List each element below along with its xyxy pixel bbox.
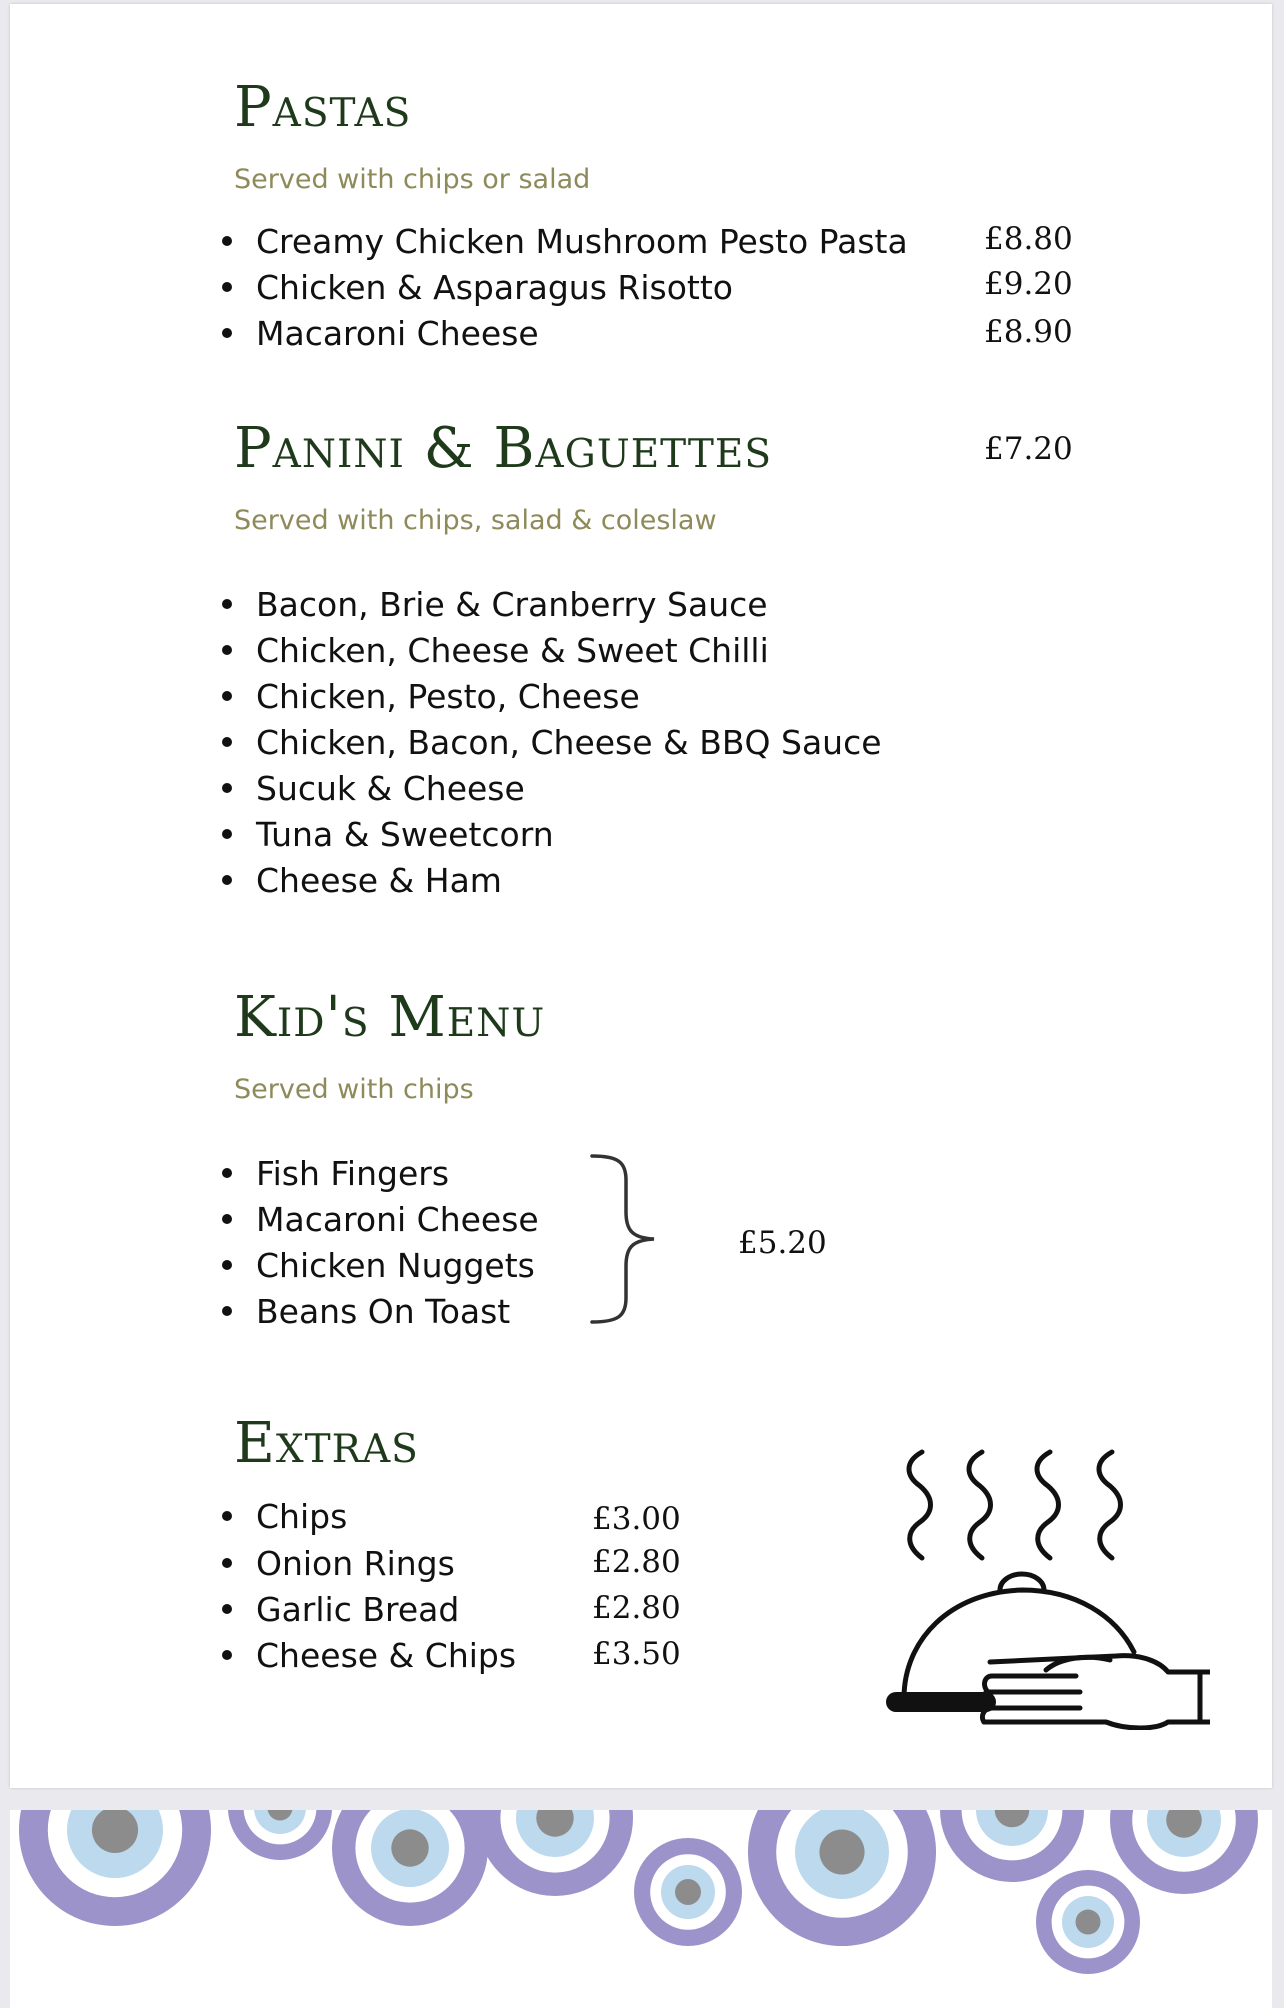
bullet-icon (222, 1604, 232, 1614)
menu-item (222, 1154, 450, 1193)
menu-item (222, 1544, 455, 1583)
item-name: Onion Rings (256, 1544, 455, 1583)
menu-item (222, 222, 908, 261)
bullet-icon (222, 282, 232, 292)
bullet-icon (222, 829, 232, 839)
bullet-icon (222, 1558, 232, 1568)
item-name: Cheese & Ham (256, 861, 502, 900)
section-price-panini: £7.20 (984, 431, 1073, 467)
item-price: £8.80 (984, 221, 1073, 257)
item-name: Sucuk & Cheese (256, 769, 525, 808)
evil-eye-ring (675, 1879, 701, 1905)
section-subtitle-kids: Served with chips (234, 1074, 474, 1105)
menu-item (222, 1590, 460, 1629)
menu-item (222, 723, 882, 762)
bullet-icon (222, 1650, 232, 1660)
menu-item (222, 585, 768, 624)
evil-eye-ring (1076, 1910, 1101, 1935)
item-name: Macaroni Cheese (256, 314, 539, 353)
section-title-panini: Panini & Baguettes (234, 416, 773, 481)
bullet-icon (222, 1168, 232, 1178)
bullet-icon (222, 1511, 232, 1521)
section-title-kids: Kid's Menu (234, 985, 546, 1050)
menu-item (222, 631, 769, 670)
serving-cloche-icon (880, 1440, 1210, 1730)
item-name: Beans On Toast (256, 1292, 511, 1331)
menu-item (222, 861, 502, 900)
section-title-pastas: Pastas (234, 75, 412, 140)
item-name: Creamy Chicken Mushroom Pesto Pasta (256, 222, 908, 261)
bullet-icon (222, 328, 232, 338)
menu-item (222, 769, 525, 808)
item-name: Fish Fingers (256, 1154, 450, 1193)
bullet-icon (222, 645, 232, 655)
item-name: Tuna & Sweetcorn (256, 815, 554, 854)
section-subtitle-pastas: Served with chips or salad (234, 164, 591, 195)
menu-item (222, 314, 539, 353)
menu-item (222, 1292, 511, 1331)
item-name: Cheese & Chips (256, 1636, 517, 1675)
menu-item (222, 268, 733, 307)
menu-item (222, 1246, 535, 1285)
bullet-icon (222, 236, 232, 246)
menu-item (222, 1200, 539, 1239)
item-price: £3.50 (592, 1636, 681, 1672)
bullet-icon (222, 875, 232, 885)
item-name: Chicken, Cheese & Sweet Chilli (256, 631, 769, 670)
bullet-icon (222, 1214, 232, 1224)
item-price: £3.00 (592, 1501, 681, 1537)
menu-item (222, 1497, 348, 1536)
evil-eye-pattern (10, 1810, 1272, 2008)
bullet-icon (222, 599, 232, 609)
item-name: Chicken, Pesto, Cheese (256, 677, 640, 716)
evil-eye-ring (391, 1829, 428, 1866)
bullet-icon (222, 737, 232, 747)
item-price: £2.80 (592, 1544, 681, 1580)
evil-eye-pattern-graphic (10, 1810, 1272, 2008)
menu-item (222, 1636, 517, 1675)
item-name: Macaroni Cheese (256, 1200, 539, 1239)
item-name: Chicken, Bacon, Cheese & BBQ Sauce (256, 723, 882, 762)
menu-item (222, 815, 554, 854)
bullet-icon (222, 691, 232, 701)
menu-item (222, 677, 640, 716)
item-price: £8.90 (984, 314, 1073, 350)
item-price: £9.20 (984, 266, 1073, 302)
item-name: Chicken & Asparagus Risotto (256, 268, 733, 307)
section-subtitle-panini: Served with chips, salad & coleslaw (234, 505, 717, 536)
item-name: Chicken Nuggets (256, 1246, 535, 1285)
bullet-icon (222, 1306, 232, 1316)
curly-brace-icon (588, 1152, 658, 1326)
bullet-icon (222, 1260, 232, 1270)
section-title-extras: Extras (234, 1411, 419, 1476)
section-price-kids: £5.20 (738, 1225, 827, 1261)
evil-eye-ring (819, 1829, 864, 1874)
item-name: Garlic Bread (256, 1590, 460, 1629)
bullet-icon (222, 783, 232, 793)
item-name: Chips (256, 1497, 348, 1536)
item-price: £2.80 (592, 1590, 681, 1626)
item-name: Bacon, Brie & Cranberry Sauce (256, 585, 768, 624)
